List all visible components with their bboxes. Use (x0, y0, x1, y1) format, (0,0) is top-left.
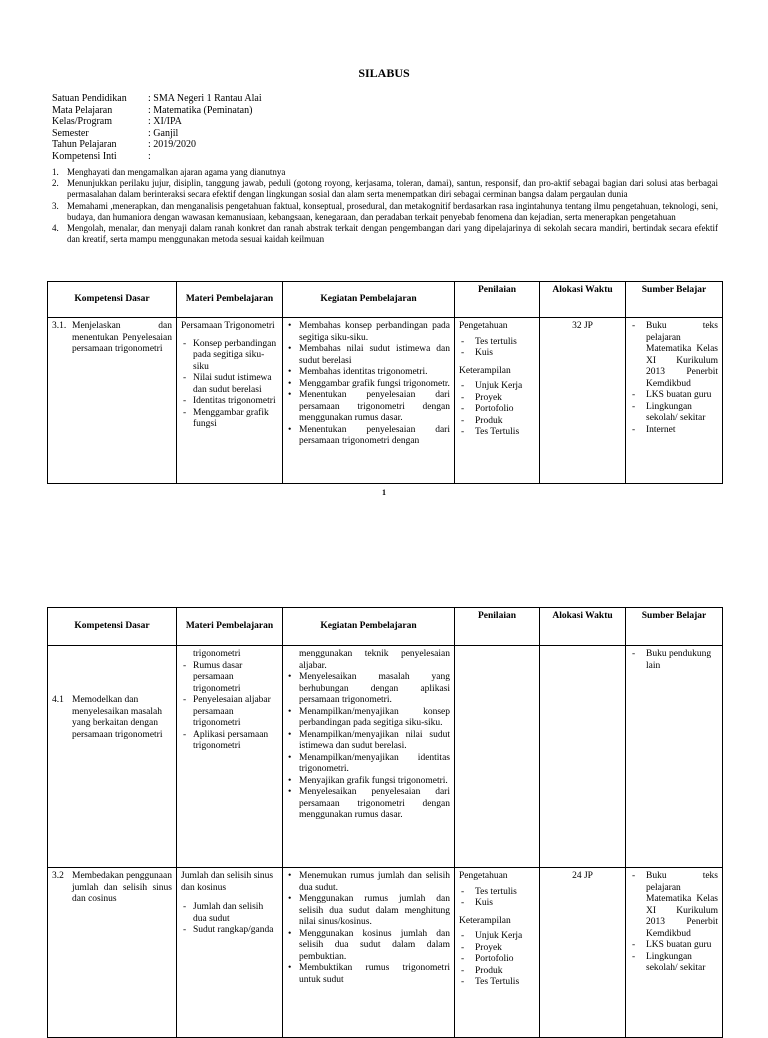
list-item: - Menggambar grafik fungsi (193, 408, 278, 431)
header-alokasi: Alokasi Waktu (540, 282, 626, 318)
sumber-cell (626, 646, 723, 868)
list-item: • Menyelesaikan masalah yang berhubungan dengan aplikasi persamaan trigonometri. (299, 672, 450, 707)
ki-item: 4. Mengolah, menalar, dan menyaji dalam ranah konkret dan ranah abstrak terkait dengan pengembangan dari yang dipelajarinya di sekolah secara mandiri, bertindak secara efektif dan kreatif, serta mampu menggunakan metoda sesuai kaidah keilmuan (52, 223, 718, 245)
header-materi: Materi Pembelajaran (177, 282, 283, 318)
silabus-table-page1 (47, 281, 723, 484)
list-item: - Lingkungan sekolah/ sekitar (646, 952, 718, 975)
list-item: - Unjuk Kerja (475, 381, 535, 393)
kd-cell: 3.2 Membedakan penggunaan jumlah dan selisih sinus dan cosinus (48, 868, 177, 1038)
list-item: - Produk (475, 416, 535, 428)
alokasi-cell: 32 JP (540, 318, 626, 484)
list-item: - Proyek (475, 943, 535, 955)
header-kegiatan: Kegiatan Pembelajaran (283, 282, 455, 318)
header-alokasi: Alokasi Waktu (540, 608, 626, 646)
list-item: • Membahas nilai sudut istimewa dan sudut berelasi (299, 344, 450, 367)
alokasi-cell: 24 JP (540, 868, 626, 1038)
sumber-list (630, 649, 718, 672)
silabus-table-page2 (47, 607, 723, 1038)
header-penilaian: Penilaian (455, 282, 540, 318)
list-item: - Tes tertulis (475, 337, 535, 349)
list-item: - Buku pendukung lain (646, 649, 718, 672)
header-kegiatan: Kegiatan Pembelajaran (283, 608, 455, 646)
sumber-cell (626, 318, 723, 484)
list-item: - Tes Tertulis (475, 427, 535, 439)
kegiatan-list (287, 672, 450, 822)
list-item: - Identitas trigonometri (193, 396, 278, 408)
alokasi-cell (540, 646, 626, 868)
list-item: • Menampilkan/menyajikan nilai sudut istimewa dan sudut berelasi. (299, 730, 450, 753)
list-item: • Menampilkan/menyajikan konsep perbandingan pada segitiga siku-siku. (299, 707, 450, 730)
list-item: - Produk (475, 966, 535, 978)
list-item: • Menggunakan rumus jumlah dan selisih dua sudut dalam menghitung nilai sinus/kosinus. (299, 894, 450, 929)
info-row: Tahun Pelajaran : 2019/2020 (52, 139, 197, 150)
list-item: • Menentukan penyelesaian dari persamaan trigonometri dengan menggunakan rumus dasar. (299, 390, 450, 425)
list-item: - Kuis (475, 348, 535, 360)
list-item: - Internet (646, 425, 718, 437)
list-item: - Sudut rangkap/ganda (193, 925, 278, 937)
list-item: - Tes Tertulis (475, 977, 535, 989)
list-item: - Lingkungan sekolah/ sekitar (646, 402, 718, 425)
list-item: - LKS buatan guru (646, 940, 718, 952)
list-item: - Buku teks pelajaran Matematika Kelas XI Kurikulum 2013 Penerbit Kemdikbud (646, 321, 718, 390)
materi-list (181, 902, 278, 937)
penilaian-cell (455, 646, 540, 868)
list-item: - Jumlah dan selisih dua sudut (193, 902, 278, 925)
penilaian-cell: Pengetahuan - Tes tertulis - Kuis Keterampilan - Unjuk Kerja - Proyek - Portofolio - Produk - Tes Tertulis (455, 318, 540, 484)
sumber-list (630, 871, 718, 975)
list-item: - Nilai sudut istimewa dan sudut berelasi (193, 373, 278, 396)
header-materi: Materi Pembelajaran (177, 608, 283, 646)
info-row: Satuan Pendidikan : SMA Negeri 1 Rantau Alai (52, 93, 262, 104)
info-row: Mata Pelajaran : Matematika (Peminatan) (52, 104, 253, 116)
list-item: - Buku teks pelajaran Matematika Kelas XI Kurikulum 2013 Penerbit Kemdikbud (646, 871, 718, 940)
header-kompetensi-dasar: Kompetensi Dasar (48, 608, 177, 646)
list-item: - Konsep perbandingan pada segitiga siku-siku (193, 339, 278, 374)
keterampilan-list (459, 381, 535, 439)
kegiatan-cell (283, 868, 455, 1038)
kd-cell: 3.1. Menjelaskan dan menentukan Penyelesaian persamaan trigonometri (48, 318, 177, 484)
kegiatan-list (287, 321, 450, 448)
list-item: • Menyajikan grafik fungsi trigonometri. (299, 776, 450, 788)
page-2 (0, 600, 768, 1024)
kegiatan-list (287, 871, 450, 986)
ki-item: 1. Menghayati dan mengamalkan ajaran agama yang dianutnya (52, 167, 286, 177)
list-item: - Proyek (475, 393, 535, 405)
header-kompetensi-dasar: Kompetensi Dasar (48, 282, 177, 318)
list-item: - Aplikasi persamaan trigonometri (193, 730, 278, 753)
list-item: - Tes tertulis (475, 887, 535, 899)
materi-cell: Persamaan Trigonometri - Konsep perbandingan pada segitiga siku-siku - Nilai sudut istimewa dan sudut berelasi - Identitas trigonometri - Menggambar grafik fungsi (177, 318, 283, 484)
list-item: • Membuktikan rumus trigonometri untuk sudut (299, 963, 450, 986)
list-item: • Menggunakan kosinus jumlah dan selisih dua sudut dalam dalam pembuktian. (299, 929, 450, 964)
list-item: - Rumus dasar persamaan trigonometri (193, 661, 278, 696)
ki-item: 2. Menunjukkan perilaku jujur, disiplin, tanggung jawab, peduli (gotong royong, kerjasama, toleran, damai), santun, responsif, dan pro-aktif sebagai bagian dari solusi atas berbagai permasalahan dalam berinteraksi secara efektif dengan lingkungan sosial dan alam serta menempatkan diri sebagai cerminan bangsa dalam pergaulan dunia (52, 178, 718, 200)
kompetensi-inti-list (52, 167, 718, 245)
list-item: - LKS buatan guru (646, 390, 718, 402)
keterampilan-list (459, 931, 535, 989)
info-row: Kompetensi Inti : (52, 150, 151, 162)
list-item: • Menentukan penyelesaian dari persamaan trigonometri dengan (299, 425, 450, 448)
list-item: • Membahas identitas trigonometri. (299, 367, 450, 379)
page-number: 1 (382, 488, 386, 497)
info-block (52, 93, 262, 162)
sumber-cell (626, 868, 723, 1038)
pengetahuan-list (459, 337, 535, 360)
materi-cell: trigonometri - Rumus dasar persamaan trigonometri - Penyelesaian aljabar persamaan trigonometri - Aplikasi persamaan trigonometri (177, 646, 283, 868)
materi-list (181, 661, 278, 753)
header-sumber: Sumber Belajar (626, 282, 723, 318)
list-item: - Unjuk Kerja (475, 931, 535, 943)
document-title: SILABUS (358, 66, 410, 80)
list-item: • Membahas konsep perbandingan pada segitiga siku-siku. (299, 321, 450, 344)
list-item: • Menampilkan/menyajikan identitas trigonometri. (299, 753, 450, 776)
sumber-list (630, 321, 718, 436)
header-sumber: Sumber Belajar (626, 608, 723, 646)
kegiatan-cell (283, 318, 455, 484)
header-penilaian: Penilaian (455, 608, 540, 646)
list-item: • Menemukan rumus jumlah dan selisih dua sudut. (299, 871, 450, 894)
penilaian-cell: Pengetahuan - Tes tertulis - Kuis Keterampilan - Unjuk Kerja - Proyek - Portofolio - Produk - Tes Tertulis (455, 868, 540, 1038)
info-row: Kelas/Program : XI/IPA (52, 116, 182, 127)
list-item: - Kuis (475, 898, 535, 910)
kd-cell: 4.1 Memodelkan dan menyelesaikan masalah yang berkaitan dengan persamaan trigonometri (48, 646, 177, 868)
list-item: • Menyelesaikan penyelesaian dari persamaan trigonometri dengan menggunakan rumus dasar. (299, 787, 450, 822)
list-item: - Portofolio (475, 404, 535, 416)
info-row: Semester : Ganjil (52, 127, 179, 139)
kegiatan-cell: menggunakan teknik penyelesaian aljabar. • Menyelesaikan masalah yang berhubungan dengan aplikasi persamaan trigonometri. • Menampilkan/menyajikan konsep perbandingan pada segitiga siku-siku. • Menampilkan/menyajikan nilai sudut istimewa dan sudut berelasi. • Menampilkan/menyajikan identitas trigonometri. • Menyajikan grafik fungsi trigonometri. • Menyelesaikan penyelesaian dari persamaan trigonometri dengan menggunakan rumus dasar. (283, 646, 455, 868)
list-item: - Portofolio (475, 954, 535, 966)
list-item: - Penyelesaian aljabar persamaan trigonometri (193, 695, 278, 730)
materi-list (181, 339, 278, 431)
materi-cell: Jumlah dan selisih sinus dan kosinus - Jumlah dan selisih dua sudut - Sudut rangkap/ganda (177, 868, 283, 1038)
pengetahuan-list (459, 887, 535, 910)
list-item: • Menggambar grafik fungsi trigonometr. (299, 379, 450, 391)
ki-item: 3. Memahami ,menerapkan, dan menganalisis pengetahuan faktual, konseptual, prosedural, dan metakognitif berdasarkan rasa ingintahunya tentang ilmu pengetahuan, teknologi, seni, budaya, dan humaniora dengan wawasan kemanusiaan, kebangsaan, kenegaraan, dan peradaban terkait penyebab fenomena dan kejadian, serta menerapkan pengetahuan (52, 200, 718, 222)
